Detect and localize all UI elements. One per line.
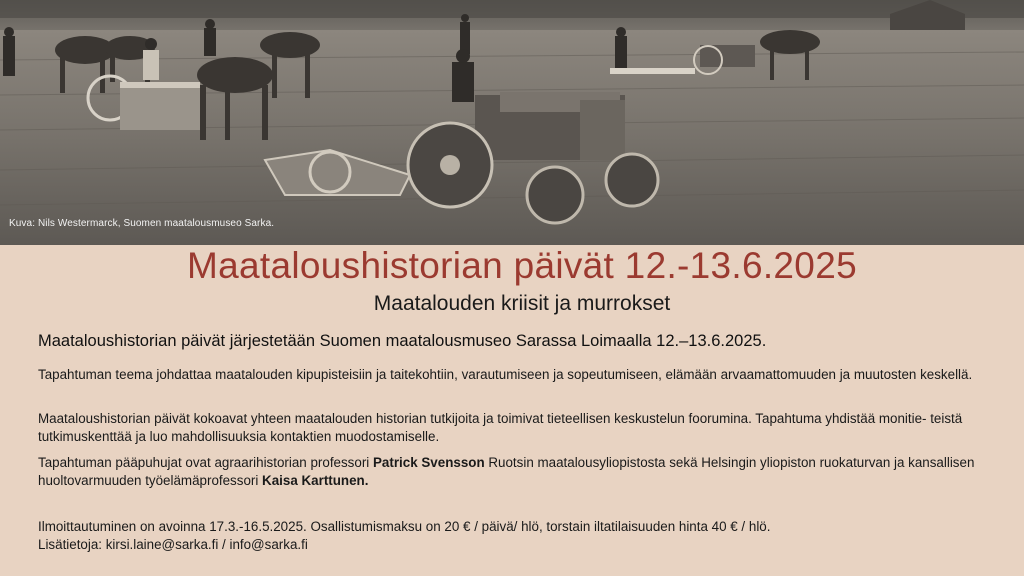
footer-info — [38, 518, 1003, 554]
speakers-text-before: Tapahtuman pääpuhujat ovat agraarihistorian professori — [38, 455, 373, 470]
header-photo — [0, 0, 1024, 245]
field-photo-illustration — [0, 0, 1024, 245]
theme-paragraph: Tapahtuman teema johdattaa maatalouden kipupisteisiin ja taitekohtiin, varautumiseen ja sopeutumiseen, elämään arvaamattomuuden ja muutosten keskellä. — [38, 367, 973, 382]
photo-credit: Kuva: Nils Westermarck, Suomen maatalousmuseo Sarka. — [9, 218, 275, 229]
registration-info: Ilmoittautuminen on avoinna 17.3.-16.5.2025. Osallistumismaksu on 20 € / päivä/ hlö, torstain iltatilaisuuden hinta 40 € / hlö. — [38, 519, 771, 534]
speakers-paragraph — [38, 454, 1003, 490]
lead-paragraph: Maataloushistorian päivät järjestetään Suomen maatalousmuseo Sarassa Loimaalla 12.–13.6.2025. — [38, 332, 767, 350]
speaker-patrick-svensson: Patrick Svensson — [372, 455, 485, 470]
forum-paragraph: Maataloushistorian päivät kokoavat yhteen maatalouden historian tutkijoita ja toimivat tieteellisen keskustelun foorumina. Tapahtuma yhdistää monitie- teistä tutkimuskenttää ja luo mahdollisuuksia kontaktien muodostamiselle. — [38, 411, 963, 444]
event-title: Maataloushistorian päivät 12.-13.6.2025 — [187, 245, 857, 286]
contact-info: Lisätietoja: kirsi.laine@sarka.fi / info@sarka.fi — [38, 537, 308, 552]
speakers-text-middle: Ruotsin maatalousyliopistosta sekä Helsingin yliopiston ruokaturvan ja kansallisen huoltovarmuuden työelämäprofessori — [38, 455, 975, 488]
event-subtitle: Maatalouden kriisit ja murrokset — [373, 292, 671, 315]
speaker-kaisa-karttunen: Kaisa Karttunen. — [262, 473, 369, 488]
